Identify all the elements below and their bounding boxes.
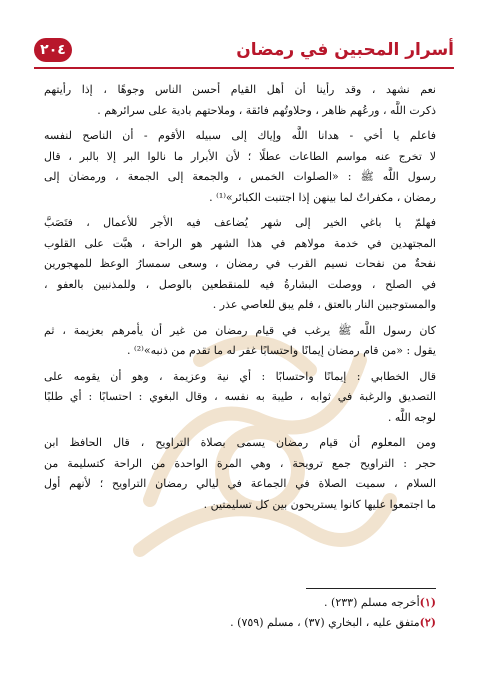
text-line: ما اجتمعوا عليها كانوا يستريحون بين كل تسليمتين . bbox=[203, 497, 436, 511]
page-header bbox=[34, 38, 454, 68]
paragraph bbox=[44, 433, 436, 515]
text-line: نفحةٌ من نفحات نسيم القرب في رمضان ، وسعى سمسارُ الوعظ للمهجورين bbox=[44, 257, 436, 270]
text-line: المجتهدين في خدمة مولاهم في هذا الشهر هو الراحة ، هبَّت على القلوب bbox=[44, 236, 436, 250]
paragraph bbox=[44, 321, 436, 362]
text-line: السلام ، سميت الصلاة في الجماعة في ليالي رمضان التراويح ؛ لأنهم أول bbox=[44, 477, 436, 490]
text-line: ومن المعلوم أن قيام رمضان يسمى بصلاة التراويح ، قال الحافظ ابن bbox=[44, 436, 436, 449]
footnote-number: (٢) bbox=[419, 616, 436, 629]
text-line: نعم نشهد ، وقد رأينا أن أهل القيام أحسن الناس وجوهًا ، إذا رأيتهم bbox=[44, 83, 436, 96]
paragraph bbox=[44, 80, 436, 121]
book-title: أسرار المحبين في رمضان bbox=[236, 40, 454, 60]
text-line: والمستوجبين النار بالعتق ، فلم يبق للعاصي عذر . bbox=[212, 298, 436, 311]
paragraph bbox=[44, 213, 436, 316]
text-line: قال الخطابي : إيمانًا واحتسابًا : أي نية وعزيمة ، وهو أن يقومه على bbox=[44, 369, 436, 383]
text-line: لا تخرج عنه مواسم الطاعات عطلًا ؛ لأن الأبرار ما نالوا البر إلا بالبر ، قال bbox=[44, 149, 436, 163]
text-line: رمضان ، مكفراتٌ لما بينهن إذا اجتنبت الكبائر»⁽¹⁾ . bbox=[209, 190, 436, 204]
footnote-text: أخرجه مسلم (٢٣٣) . bbox=[324, 596, 420, 609]
footnote bbox=[44, 613, 436, 633]
paragraph bbox=[44, 367, 436, 429]
page-number-badge: ٢٠٤ bbox=[34, 38, 72, 62]
text-line: فهلمّ يا باغي الخير إلى شهر يُضاعف فيه الأجر للأعمال ، فتَصَبَّ bbox=[44, 216, 436, 229]
footnote-separator bbox=[306, 588, 436, 589]
footnote-number: (١) bbox=[419, 596, 436, 609]
text-line: فاعلم يا أخي - هدانا اللَّه وإياك إلى سبيله الأقوم - أن الناصح لنفسه bbox=[44, 129, 436, 142]
text-line: يقول : «من قام رمضان إيمانًا واحتسابًا غفر له ما تقدم من ذنبه»⁽²⁾ . bbox=[127, 344, 436, 357]
text-line: رسول اللَّه ﷺ : «الصلوات الخمس ، والجمعة إلى الجمعة ، ورمضان إلى bbox=[44, 170, 436, 183]
footnote-text: متفق عليه ، البخاري (٣٧) ، مسلم (٧٥٩) . bbox=[230, 616, 420, 629]
text-line: في الصلح ، ووصلت البشارةُ فيه للمنقطعين بالوصل ، وللمذنبين بالعفو ، bbox=[44, 277, 436, 291]
footnote bbox=[44, 593, 436, 613]
text-line: لوجه اللَّه . bbox=[387, 410, 436, 424]
page-body bbox=[44, 80, 436, 520]
header-rule bbox=[34, 67, 454, 69]
text-line: كان رسول اللَّه ﷺ يرغب في قيام رمضان من غير أن يأمرهم بعزيمة ، ثم bbox=[44, 323, 436, 337]
paragraph bbox=[44, 126, 436, 208]
footnotes bbox=[44, 593, 436, 633]
text-line: ذكرت اللَّه ، ورعُهم ظاهر ، وحلاوتُهم فائقة ، وملاحتهم بادية على سرائرهم . bbox=[97, 103, 436, 117]
text-line: حجر : التراويح جمع ترويحة ، وهي المرة الواحدة من الراحة كتسليمة من bbox=[44, 456, 436, 470]
text-line: التصديق والرغبة في ثوابه ، طيبة به نفسه ، وقال البغوي : احتسابًا : أي طلبًا bbox=[44, 390, 436, 403]
